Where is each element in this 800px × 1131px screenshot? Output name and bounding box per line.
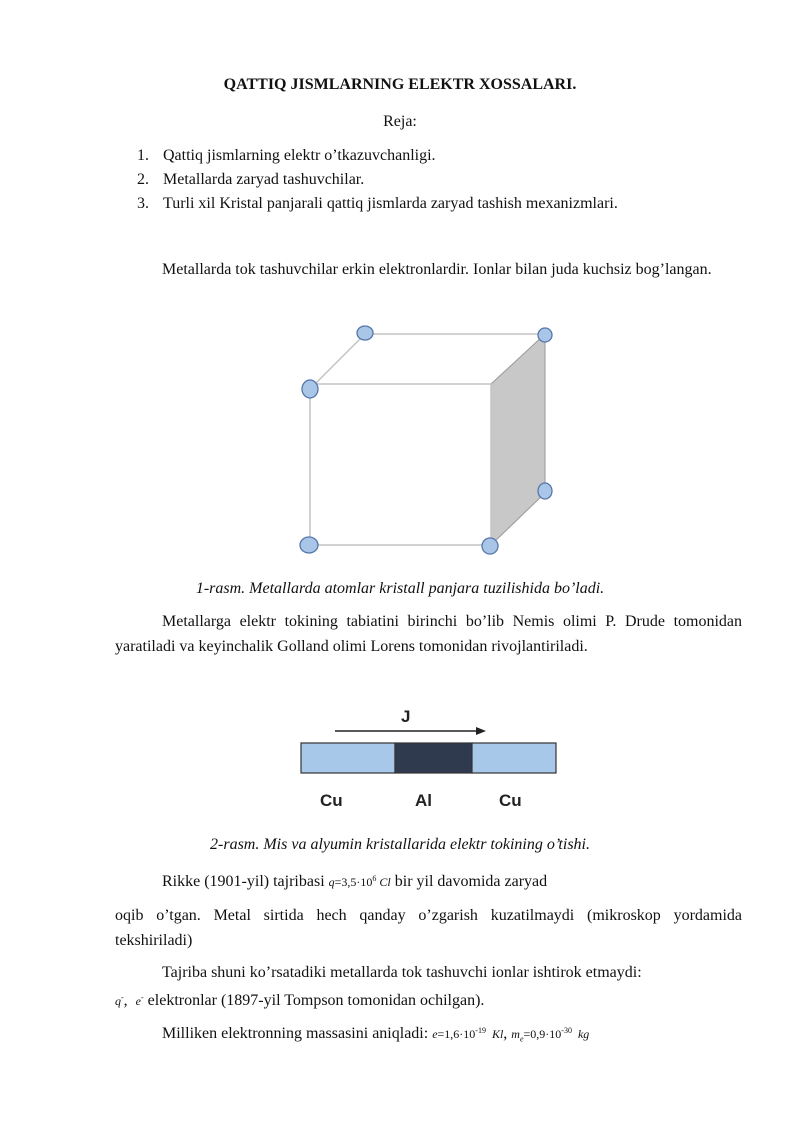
- cu-left-label: Cu: [320, 791, 343, 810]
- plan-item-text: Qattiq jismlarning elektr o’tkazuvchanligi.: [163, 147, 436, 164]
- atom-node: [482, 538, 498, 554]
- plan-item-number: 1.: [137, 147, 149, 164]
- paragraph-millikan: Milliken elektronning massasini aniqladi: $e=1,6\cdot 10^{-19}$ Kl, $m_e=0,9\cdot 10^{-30}$ kg: [162, 1025, 590, 1044]
- plan-item: [137, 146, 618, 170]
- formula-e-minus: e-: [135, 993, 144, 1008]
- paragraph-experiment: Tajriba shuni ko’rsatadiki metallarda tok tashuvchi ionlar ishtirok etmaydi: q-, e- elektronlar (1897-yil Tompson tomonidan ochilgan).: [115, 964, 642, 1009]
- cu-al-cu-figure: [295, 700, 565, 820]
- al-block: [395, 743, 472, 773]
- figure1-caption: 1-rasm. Metallarda atomlar kristall panjara tuzilishida bo’ladi.: [195, 580, 605, 597]
- plan-item-number: 3.: [137, 195, 149, 212]
- crystal-lattice-cube-figure: [290, 320, 560, 560]
- paragraph-free-electrons: Metallarda tok tashuvchilar erkin elektronlardir. Ionlar bilan juda kuchsiz bog’langan.: [162, 261, 712, 278]
- plan-item-text: Turli xil Kristal panjarali qattiq jismlarda zaryad tashish mexanizmlari.: [163, 195, 618, 212]
- document-title: QATTIQ JISMLARNING ELEKTR XOSSALARI.: [223, 76, 577, 93]
- plan-item-text: Metallarda zaryad tashuvchilar.: [163, 171, 365, 188]
- paragraph-rikke: Rikke (1901-yil) tajribasi $q=3,5\cdot 10^6$ Cl bir yil davomida zaryad: [162, 873, 548, 890]
- atom-node: [538, 328, 552, 342]
- cu-left-block: [301, 743, 395, 773]
- figure2-caption: 2-rasm. Mis va alyumin kristallarida elektr tokining o’tishi.: [210, 836, 590, 853]
- atom-node: [300, 537, 318, 553]
- plan-heading: Reja:: [383, 113, 417, 130]
- paragraph-surface: oqib o’tgan. Metal sirtida hech qanday o’zgarish kuzatilmaydi (mikroskop yordamida tekshiriladi): [115, 907, 742, 949]
- cube-side-face: [491, 334, 545, 545]
- formula-electron-charge: $e=1,6\cdot 10^{-19}$ Kl: [432, 1026, 504, 1041]
- current-arrow-head-icon: [476, 727, 486, 735]
- formula-electron-mass: $m_e=0,9\cdot 10^{-30}$ kg: [511, 1026, 590, 1044]
- plan-list: [137, 146, 618, 218]
- paragraph-drude: Metallarga elektr tokining tabiatini birinchi bo’lib Nemis olimi P. Drude tomonidan yaratiladi va keyinchalik Golland olimi Lorens tomonidan rivojlantiriladi.: [115, 613, 742, 655]
- cube-front-face: [310, 384, 491, 545]
- current-label: J: [401, 707, 411, 726]
- al-label: Al: [415, 791, 432, 810]
- formula-charge: $q=3,5\cdot 10^6$ Cl: [328, 874, 391, 889]
- formula-q-minus: q-: [115, 993, 124, 1008]
- atom-node: [302, 380, 318, 398]
- atom-node: [538, 483, 552, 499]
- plan-item: [137, 170, 618, 194]
- cu-right-block: [472, 743, 556, 773]
- atom-node: [357, 326, 373, 340]
- cu-right-label: Cu: [499, 791, 522, 810]
- plan-item-number: 2.: [137, 171, 149, 188]
- cube-edge: [310, 334, 365, 389]
- plan-item: [137, 194, 618, 218]
